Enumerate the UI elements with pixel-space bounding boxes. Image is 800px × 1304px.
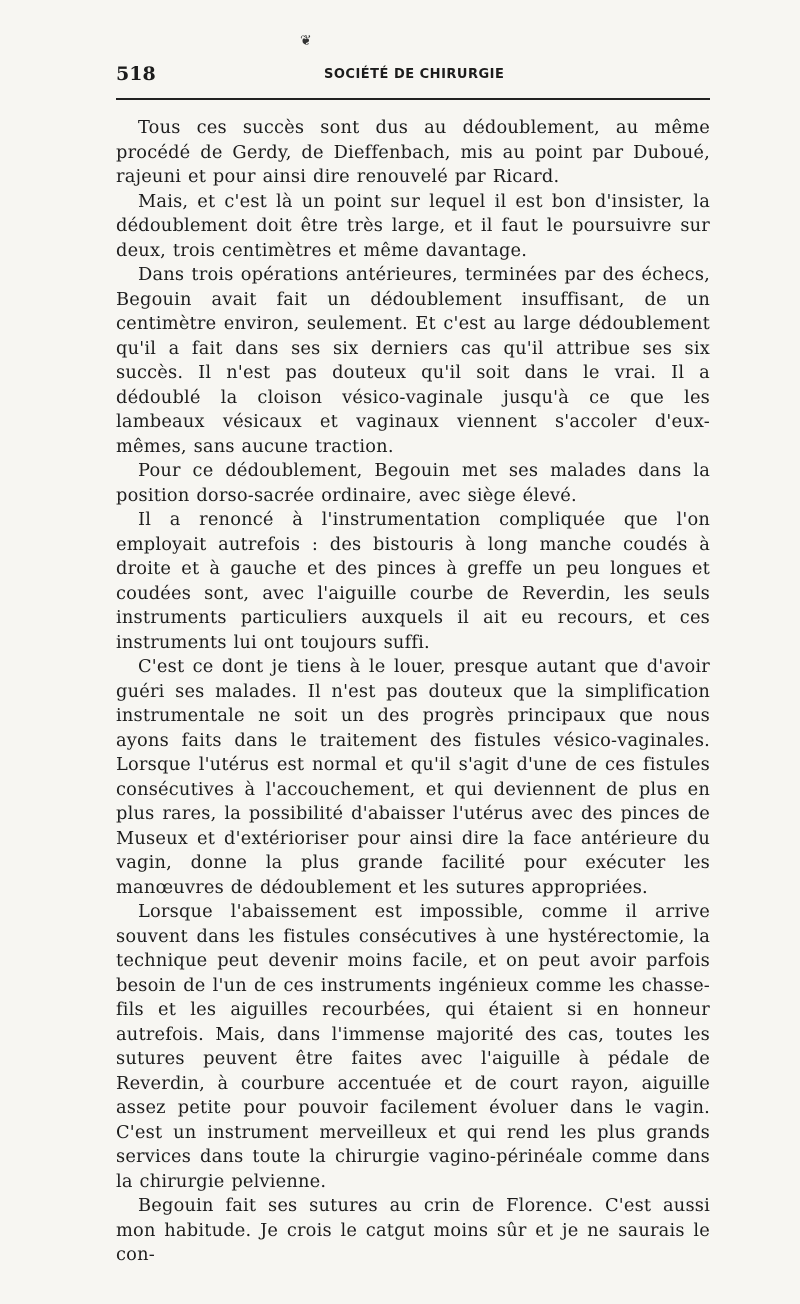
- paragraph: Il a renoncé à l'instrumentation compliquée que l'on employait autrefois : des bistouris à long manche coudés à droite et à gauche et des pinces à greffe un peu longues et coudées sont, avec l'aiguille courbe de Reverdin, les seuls instruments particuliers auxquels il ait eu recours, et ces instruments lui ont toujours suffi.: [116, 509, 710, 653]
- paragraph: Begouin fait ses sutures au crin de Florence. C'est aussi mon habitude. Je crois le catgut moins sûr et je ne saurais le con-: [116, 1195, 710, 1265]
- header-rule: [116, 98, 710, 100]
- ornament-mark: ❦: [300, 33, 312, 49]
- page-number: 518: [116, 63, 156, 85]
- running-head: SOCIÉTÉ DE CHIRURGIE: [324, 67, 505, 82]
- page-header: [116, 62, 710, 86]
- paragraph: Dans trois opérations antérieures, terminées par des échecs, Begouin avait fait un dédoublement insuffisant, de un centimètre environ, seulement. Et c'est au large dédoublement qu'il a fait dans ses six derniers cas qu'il attribue ses six succès. Il n'est pas douteux qu'il soit dans le vrai. Il a dédoublé la cloison vésico-vaginale jusqu'à ce que les lambeaux vésicaux et vaginaux viennent s'accoler d'eux-mêmes, sans aucune traction.: [116, 264, 710, 457]
- paragraph: C'est ce dont je tiens à le louer, presque autant que d'avoir guéri ses malades. Il n'est pas douteux que la simplification instrumentale ne soit un des progrès principaux que nous ayons faits dans le traitement des fistules vésico-vaginales. Lorsque l'utérus est normal et qu'il s'agit d'une de ces fistules consécutives à l'accouchement, et qui deviennent de plus en plus rares, la possibilité d'abaisser l'utérus avec des pinces de Museux et d'extérioriser pour ainsi dire la face antérieure du vagin, donne la plus grande facilité pour exécuter les manœuvres de dédoublement et les sutures appropriées.: [116, 656, 710, 898]
- paragraph: Lorsque l'abaissement est impossible, comme il arrive souvent dans les fistules consécutives à une hystérectomie, la technique peut devenir moins facile, et on peut avoir parfois besoin de l'un de ces instruments ingénieux comme les chasse-fils et les aiguilles recourbées, qui étaient si en honneur autrefois. Mais, dans l'immense majorité des cas, toutes les sutures peuvent être faites avec l'aiguille à pédale de Reverdin, à courbure accentuée et de court rayon, aiguille assez petite pour pouvoir facilement évoluer dans le vagin. C'est un instrument merveilleux et qui rend les plus grands services dans toute la chirurgie vagino-périnéale comme dans la chirurgie pelvienne.: [116, 901, 710, 1192]
- book-page: [116, 0, 710, 1304]
- body-text: [116, 116, 710, 1268]
- paragraph: Pour ce dédoublement, Begouin met ses malades dans la position dorso-sacrée ordinaire, avec siège élevé.: [116, 460, 710, 506]
- paragraph: Tous ces succès sont dus au dédoublement, au même procédé de Gerdy, de Dieffenbach, mis au point par Duboué, rajeuni et pour ainsi dire renouvelé par Ricard.: [116, 117, 710, 187]
- paragraph: Mais, et c'est là un point sur lequel il est bon d'insister, la dédoublement doit être très large, et il faut le poursuivre sur deux, trois centimètres et même davantage.: [116, 190, 710, 261]
